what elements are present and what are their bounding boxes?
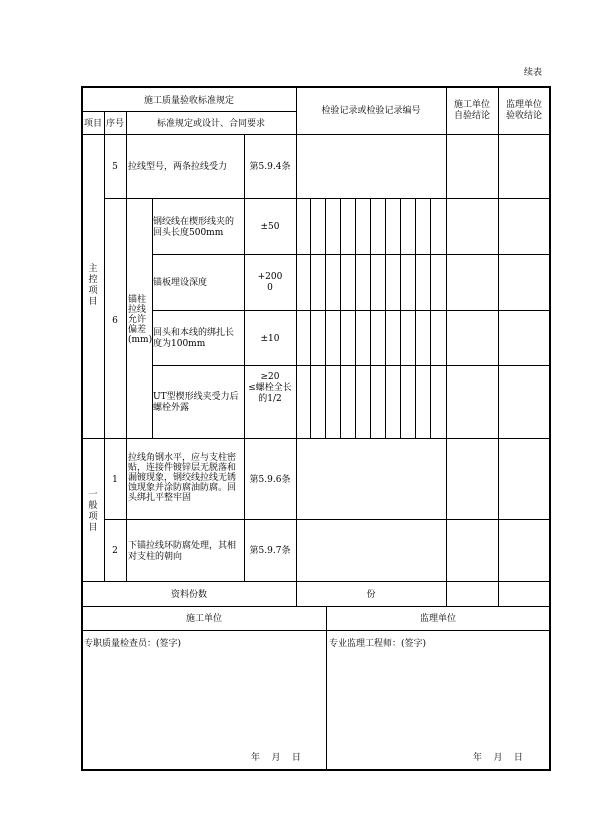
general-items-label: 一 般 项 目 xyxy=(88,490,98,533)
continued-label: 续表 xyxy=(524,68,543,78)
general2-value: 第5.9.7条 xyxy=(249,546,291,556)
sub1-text: 钢绞线在楔形线夹的 回头长度500mm xyxy=(153,217,235,238)
docs-label: 资料份数 xyxy=(170,590,207,600)
row5-text: 拉线型号，两条拉线受力 xyxy=(128,162,228,172)
row5-value: 第5.9.4条 xyxy=(249,162,291,172)
sub4-text: UT型楔形线夹受力后 螺栓外露 xyxy=(153,392,239,413)
main-items-label: 主 控 项 目 xyxy=(88,264,98,307)
sub2-value: +200 0 xyxy=(257,272,283,293)
row5-seq: 5 xyxy=(112,162,118,172)
general2-seq: 2 xyxy=(112,546,118,556)
general2-text: 下锚拉线环防腐处理，其相 对支柱的朝向 xyxy=(128,541,237,562)
general1-seq: 1 xyxy=(112,475,118,485)
footer-contractor: 施工单位 xyxy=(185,614,222,624)
header-standard: 施工质量验收标准规定 xyxy=(143,96,234,106)
general1-value: 第5.9.6条 xyxy=(249,475,291,485)
header-requirement: 标准规定或设计、合同要求 xyxy=(156,119,265,129)
header-supervisor-conclusion: 监理单位 验收结论 xyxy=(505,100,542,121)
row6-group: 锚柱 拉线 允许 偏差 (mm) xyxy=(128,295,153,345)
footer-supervisor-date: 年 月 日 xyxy=(473,753,523,763)
header-item: 项目 xyxy=(83,119,102,129)
header-seq: 序号 xyxy=(105,119,124,129)
footer-engineer: 专业监理工程师：(签字) xyxy=(329,639,427,649)
sub1-value: ±50 xyxy=(260,222,280,232)
sub2-text: 锚板埋设深度 xyxy=(153,278,208,288)
footer-inspector: 专职质量检查员：(签字) xyxy=(84,639,182,649)
row6-seq: 6 xyxy=(112,316,118,326)
header-record: 检验记录或检验记录编号 xyxy=(321,106,421,116)
footer-supervisor: 监理单位 xyxy=(419,614,456,624)
sub3-text: 回头和本线的绑扎长 度为100mm xyxy=(153,328,235,349)
footer-contractor-date: 年 月 日 xyxy=(251,753,301,763)
sub4-value: ≥20 ≤螺栓全长 的1/2 xyxy=(248,372,292,404)
header-contractor-conclusion: 施工单位 自验结论 xyxy=(453,100,490,121)
general1-text: 拉线角钢水平，应与支柱密 贴，连接件镀锌层无脱落和 漏镀现象，钢绞线拉线无锈 蚀现象并涂防腐油防腐。回 头绑扎平整牢固 xyxy=(128,453,237,503)
sub3-value: ±10 xyxy=(260,334,280,344)
docs-unit: 份 xyxy=(366,590,376,600)
